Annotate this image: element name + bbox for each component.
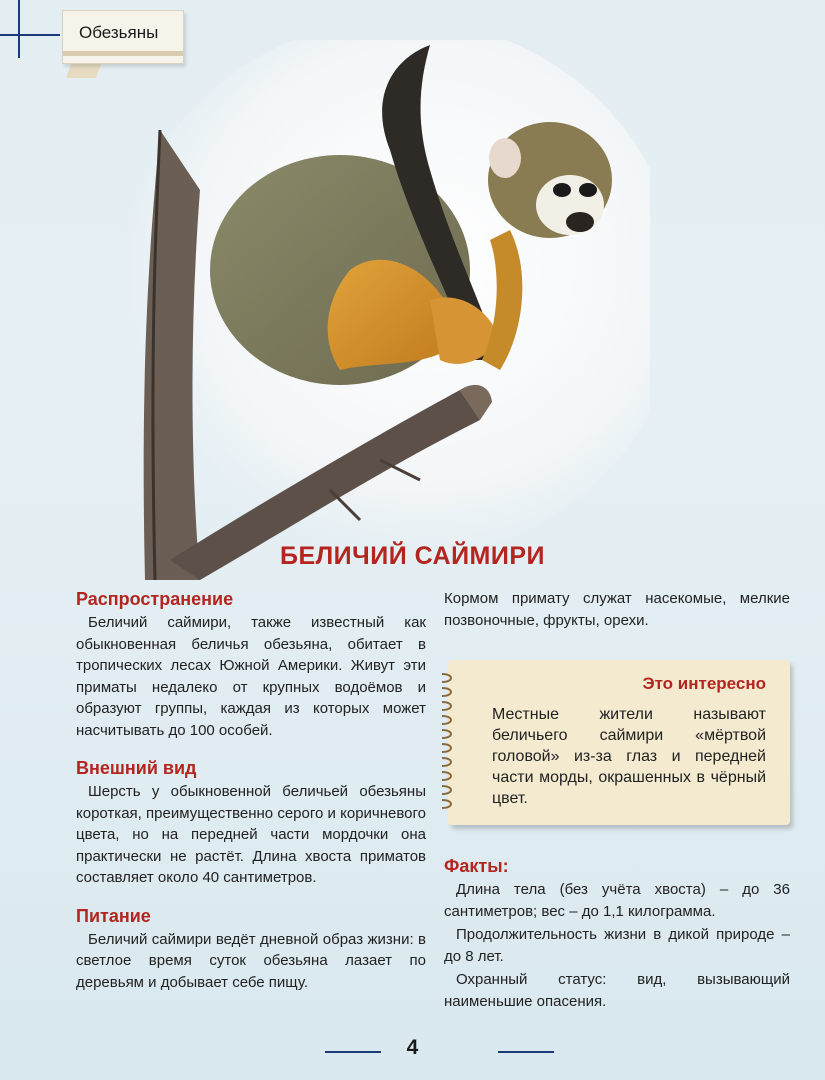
page-number: 4 bbox=[406, 1036, 419, 1059]
section-text: Беличий саймири ведёт дневной образ жизни: в светлое время суток обезьяна лазает по деревьям и добывает себе пищу. bbox=[76, 930, 426, 991]
facts-section bbox=[444, 855, 790, 1014]
section-text: Беличий саймири, также известный как обыкновенная беличья обезьяна, обитает в тропических лесах Южной Америки. Живут эти приматы недалеко от крупных водоёмов и образуют группы, каждая из которых может насчитывать до 100 особей. bbox=[76, 614, 426, 739]
footer-rule-right bbox=[498, 1051, 554, 1053]
section-tab-label: Обезьяны bbox=[79, 23, 159, 42]
fact-item: Продолжительность жизни в дикой природе – до 8 лет. bbox=[444, 926, 790, 965]
section-appearance bbox=[76, 757, 426, 889]
section-nutrition bbox=[76, 905, 426, 994]
spiral-binding-icon bbox=[438, 668, 458, 818]
section-heading: Питание bbox=[76, 905, 151, 926]
fact-item: Длина тела (без учёта хвоста) – до 36 сантиметров; вес – до 1,1 килограмма. bbox=[444, 881, 790, 920]
squirrel-monkey-photo bbox=[130, 40, 650, 580]
note-text: Местные жители называют беличьего саймири «мёртвой головой» из-за глаз и передней части морды, окрашенных в чёрный цвет. bbox=[492, 706, 766, 807]
nutrition-continued-text: Кормом примату служат насекомые, мелкие позвоночные, фрукты, орехи. bbox=[444, 590, 790, 629]
section-heading: Внешний вид bbox=[76, 758, 197, 778]
left-column bbox=[76, 588, 426, 1009]
section-heading: Распространение bbox=[76, 589, 234, 609]
right-column bbox=[444, 588, 790, 631]
fact-item: Охранный статус: вид, вызывающий наименьшие опасения. bbox=[444, 971, 790, 1010]
note-title: Это интересно bbox=[642, 674, 766, 693]
corner-line-vertical bbox=[18, 0, 20, 58]
page-title: БЕЛИЧИЙ САЙМИРИ bbox=[280, 542, 545, 570]
section-distribution bbox=[76, 588, 426, 741]
section-text: Шерсть у обыкновенной беличьей обезьяны короткая, преимущественно серого и коричневого цвета, но на передней части мордочки она практически не растёт. Длина хвоста приматов составляет около 40 сантиметров. bbox=[76, 783, 426, 886]
facts-heading: Факты: bbox=[444, 856, 509, 876]
corner-line-horizontal bbox=[0, 34, 60, 36]
interesting-fact-note bbox=[448, 660, 790, 825]
